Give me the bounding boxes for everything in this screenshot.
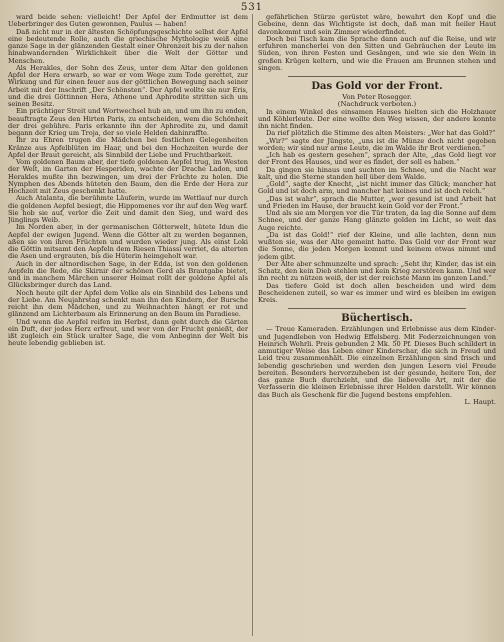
article-title: Das Gold vor der Front. <box>311 81 443 92</box>
column-divider <box>252 14 253 636</box>
paragraph: Daß nicht nur in der ältesten Schöpfungsgeschichte selbst der Apfel eine bedeutende Rolle, auch die griechische Mythologie weiß eine ganze Sage in der glänzenden Gestalt einer Ohrenzeit bis zu der nahen hinabwandernden Wirklichkeit über die Welt der Götter und Menschen. <box>8 27 248 65</box>
book-review: — Treue Kameraden. Erzählungen und Erlebnisse aus dem Kinder- und Jugendleben von Hedwig Effelsberg. Mit Federzeichnungen von Heinrich Wehrli. Preis gebunden 2 Mk. 50 Pf. Dieses Buch schildert in anmutiger Weise das Leben einer Kinderschar, die sich in Freud und Leid treu zusammenhält. Die einzelnen Erzählungen sind frisch und lebendig geschrieben und werden den jungen Lesern viel Freude bereiten. Besonders hervorzuheben ist der gesunde, heitere Ton, der das ganze Buch durchzieht, und die liebevolle Art, mit der die Verfasserin die kleinen Erlebnisse ihrer Helden darstellt. Wir können das Buch als Geschenk für die Jugend bestens empfehlen. <box>258 325 496 399</box>
page-number: 531 <box>240 2 264 13</box>
story-paragraph: Da gingen sie hinaus und suchten im Schnee, und die Nacht war kalt, und die Sterne standen hell über dem Walde. <box>258 165 496 181</box>
review-signature: L. Haupt. <box>464 397 496 406</box>
paragraph: Doch bei Tisch kam die Sprache dann auch auf die Reise, und wir erfuhren mancherlei von den Sitten und Gebräuchen der Leute im Süden, von ihren Festen und Gesängen, und wie sie den Wein in großen Krügen keltern, und wie die Frauen am Brunnen stehen und singen. <box>258 34 496 72</box>
story-paragraph: Das tiefere Gold ist doch allen bescheiden und wird dem Bescheidenen zuteil, so war es immer und wird es bleiben im ewigen Kreis. <box>258 281 496 304</box>
story-paragraph: „Gold“, sagte der Knecht, „ist nicht immer das Glück; mancher hat Gold und ist doch arm, und mancher hat keines und ist doch reich.“ <box>258 180 496 196</box>
reprint-note: (Nachdruck verboten.) <box>337 100 417 109</box>
paragraph: Als Herakles, der Sohn des Zeus, unter dem Altar den goldenen Apfel der Hera erwarb, so war er vom Wege zum Tode gerettet, zur Wirkung und für einen feuer aus der göttlichen Bewegung nach seiner Arbeit mit der Inschrift „Der Schönsten“. Der Apfel wollte sie nur Eris, und die drei Göttinnen Hera, Athene und Aphrodite stritten sich um seinen Besitz. <box>8 63 248 108</box>
story-paragraph: „Ich hab es gestern gesehen“, sprach der Alte, „das Gold liegt vor der Front des Hauses, und wer es findet, der soll es haben.“ <box>258 151 496 167</box>
paragraph: Auch in der altnordischen Sage, in der Edda, ist von den goldenen Aepfeln die Rede, die Skirnir der schönen Gerd als Brautgabe bietet, und in manchem Märchen unserer Heimat rollt der goldene Apfel als Glücksbringer durch das Land. <box>8 259 248 290</box>
story-paragraph: Der Alte aber schmunzelte und sprach: „Seht ihr, Kinder, das ist ein Schatz, den kein Dieb stehlen und kein Krieg zerstören kann. Und wer ihn recht zu nützen weiß, der ist der reichste Mann im ganzen Land.“ <box>258 259 496 283</box>
story-paragraph: Und als sie am Morgen vor die Tür traten, da lag die Sonne auf dem Schnee, und der ganze Hang glänzte golden im Licht, so weit das Auge reichte. <box>258 209 496 232</box>
paragraph: Ein prächtiger Streit und Wortwechsel hub an, und um ihn zu enden, beauftragte Zeus den Hirten Paris, zu entscheiden, wem die Schönheit der drei gebühre. Paris erkannte ihn der Aphrodite zu, und damit begann der Krieg um Troja, der so viele Helden dahinraffte. <box>8 107 248 137</box>
divider <box>288 308 466 309</box>
paragraph: Und wenn die Aepfel reifen im Herbst, dann geht durch die Gärten ein Duft, der jedes Herz erfreut, und wer von der Frucht genießt, der ißt zugleich ein Stück uralter Sage, die vom Anbeginn der Welt bis heute lebendig geblieben ist. <box>8 317 248 348</box>
left-column <box>8 14 248 636</box>
paragraph: Ihr zu Ehren trugen die Mädchen bei festlichen Gelegenheiten Kränze aus Apfelblüten im Haar, und bei den Hochzeiten wurde der Apfel der Braut gereicht, als Sinnbild der Liebe und Fruchtbarkeit. <box>8 136 248 159</box>
paragraph: ward beide sehen: vielleicht! Der Apfel der Erdmutter ist dem Ueberbringer des Guten gewonnen, Paulus — haben! <box>8 14 248 29</box>
story-paragraph: In einem Winkel des einsamen Hauses hielten sich die Holzhauer und Köhlerleute. Der eine wollte den Weg wissen, der andere konnte ihn nicht finden. <box>258 107 496 130</box>
paragraph: gefährlichen Stürze gerüstet wäre, bewahrt den Kopf und die Gebeine, denn das Wichtigste ist doch, daß man mit heiler Haut davonkommt und sein Zimmer wiederfindet. <box>258 14 496 36</box>
paragraph: Auch Atalanta, die berühmte Läuferin, wurde im Wettlauf nur durch die goldenen Aepfel besiegt, die Hippomenes vor ihr auf den Weg warf. Sie hob sie auf, verlor die Zeit und damit den Sieg, und ward des Jünglings Weib. <box>8 194 248 224</box>
story-paragraph: Da rief plötzlich die Stimme des alten Meisters: „Wer hat das Gold?“ <box>266 129 496 138</box>
paragraph: Im Norden aber, in der germanischen Götterwelt, hütete Idun die Aepfel der ewigen Jugend. Wenn die Götter alt zu werden begannen, aßen sie von ihren Früchten und wurden wieder jung. Als einst Loki die Göttin mitsamt den Aepfeln dem Riesen Thiassi verriet, da alterten die Asen und ergrauten, bis die Hüterin heimgeholt war. <box>8 223 248 261</box>
article-byline: Von Peter Rosegger. <box>342 93 412 101</box>
right-column <box>258 14 496 636</box>
story-paragraph: „Wir?“ sagte der Jüngste, „uns ist die Münze doch nicht gegeben worden; wir sind nur arme Leute, die im Walde ihr Brot verdienen.“ <box>258 136 496 152</box>
divider <box>288 76 466 77</box>
paragraph: Noch heute gilt der Apfel dem Volke als ein Sinnbild des Lebens und der Liebe. Am Neujahrstag schenkt man ihn den Kindern, der Bursche reicht ihn dem Mädchen, und zu Weihnachten hängt er rot und glänzend am Lichterbaum als Erinnerung an den Baum im Paradiese. <box>8 288 248 319</box>
paragraph: Vom goldenen Baum aber, der tiefe goldenen Aepfel trug, im Westen der Welt, im Garten der Hesperiden, wachte der Drache Ladon, und Herakles mußte ihn bezwingen, um drei der Früchte zu holen. Die Nymphen des Abends hüteten den Baum, den die Erde der Hera zur Hochzeit mit Zeus geschenkt hatte. <box>8 158 248 195</box>
story-paragraph: „Da ist das Gold!“ rief der Kleine, und alle lachten, denn nun wußten sie, was der Alte gemeint hatte. Das Gold vor der Front war die Sonne, die jeden Morgen kommt und keinem etwas nimmt und jedem gibt. <box>258 230 496 261</box>
section-title: Büchertisch. <box>341 313 413 325</box>
story-paragraph: „Das ist wahr“, sprach die Mutter, „wer gesund ist und Arbeit hat und Frieden im Hause, der braucht kein Gold vor der Front.“ <box>258 194 496 210</box>
